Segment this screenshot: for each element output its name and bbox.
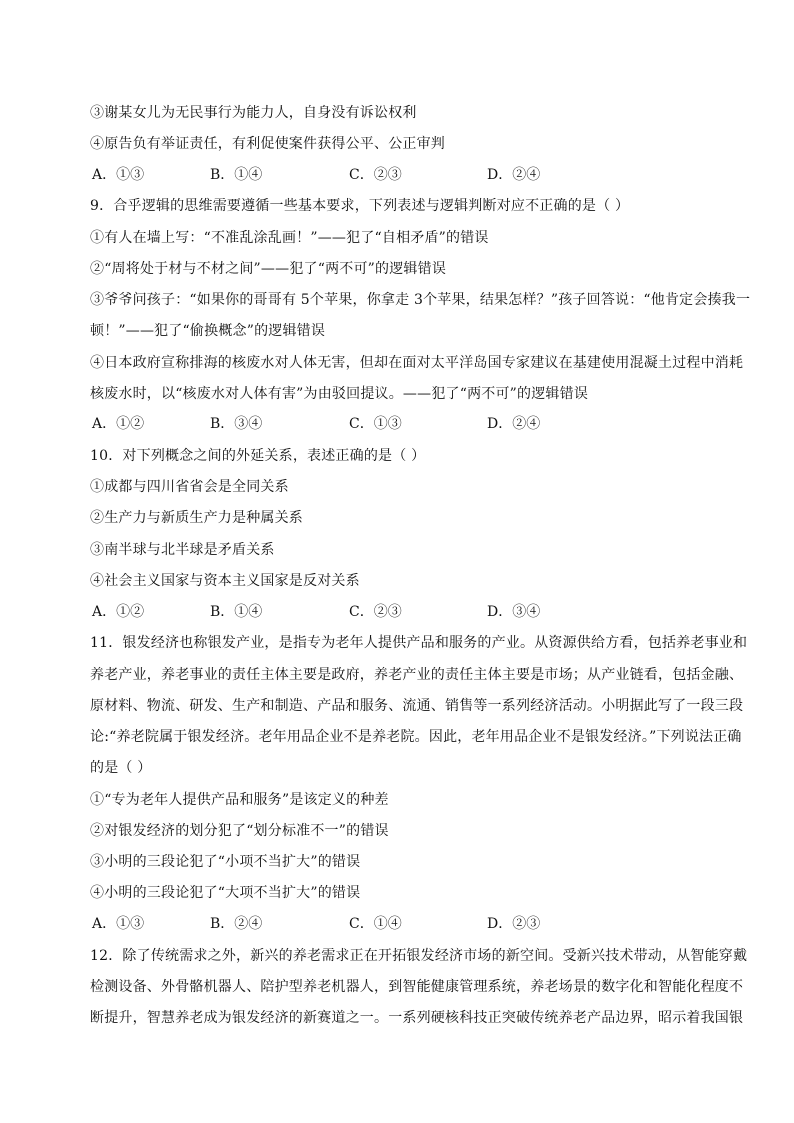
q8-statement-4: ④原告负有举证责任，有利促使案件获得公平、公正审判 xyxy=(90,136,445,152)
q9-statement-3-line-1: ③爷爷问孩子：“如果你的哥哥有 5个苹果，你拿走 3个苹果，结果怎样？”孩子回答说：“他肯定会揍我一 xyxy=(90,292,751,308)
q8-option-d[interactable]: D．②④ xyxy=(487,167,541,183)
q8-statement-3: ③谢某女儿为无民事行为能力人，自身没有诉讼权利 xyxy=(90,105,417,121)
q10-stem: 10．对下列概念之间的外延关系，表述正确的是（ ） xyxy=(90,448,426,464)
q11-option-c[interactable]: C．①④ xyxy=(349,916,402,932)
q11-statement-2: ②对银发经济的划分犯了“划分标准不一”的错误 xyxy=(90,823,389,839)
q9-statement-2: ②“周将处于材与不材之间”——犯了“两不可”的逻辑错误 xyxy=(90,261,447,277)
q10-option-b[interactable]: B．①④ xyxy=(210,604,263,620)
q10-option-a[interactable]: A．①② xyxy=(92,604,145,620)
q9-option-a[interactable]: A．①② xyxy=(92,416,145,432)
q11-stem-line-5: 的是（ ） xyxy=(90,760,152,776)
q11-option-b[interactable]: B．②④ xyxy=(210,916,263,932)
q11-statement-1: ①“专为老年人提供产品和服务”是该定义的种差 xyxy=(90,792,389,808)
q11-stem-line-3: 原材料、物流、研发、生产和制造、产品和服务、流通、销售等一系列经济活动。小明据此写了一段三段 xyxy=(90,698,744,714)
q8-option-a[interactable]: A．①③ xyxy=(92,167,145,183)
q9-statement-1: ①有人在墙上写：“不准乱涂乱画！”——犯了“自相矛盾”的错误 xyxy=(90,230,489,246)
q11-stem-line-1: 11．银发经济也称银发产业，是指专为老年人提供产品和服务的产业。从资源供给方看，包括养老事业和 xyxy=(90,635,748,651)
q8-option-b[interactable]: B．①④ xyxy=(210,167,263,183)
q9-option-c[interactable]: C．①③ xyxy=(349,416,402,432)
q8-option-c[interactable]: C．②③ xyxy=(349,167,402,183)
q12-stem-line-3: 断提升，智慧养老成为银发经济的新赛道之一。一系列硬核科技正突破传统养老产品边界，昭示着我国银 xyxy=(90,1010,744,1026)
q9-statement-4-line-1: ④日本政府宣称排海的核废水对人体无害，但却在面对太平洋岛国专家建议在基建使用混凝土过程中消耗 xyxy=(90,355,744,371)
q11-statement-4: ④小明的三段论犯了“大项不当扩大”的错误 xyxy=(90,885,361,901)
q9-statement-3-line-2: 顿！”——犯了“偷换概念”的逻辑错误 xyxy=(90,323,326,339)
q10-statement-1: ①成都与四川省省会是全同关系 xyxy=(90,479,289,495)
q11-option-d[interactable]: D．②③ xyxy=(487,916,541,932)
q11-stem-line-2: 养老产业，养老事业的责任主体主要是政府，养老产业的责任主体主要是市场；从产业链看，包括金融、 xyxy=(90,667,744,683)
q10-statement-3: ③南半球与北半球是矛盾关系 xyxy=(90,542,275,558)
q11-statement-3: ③小明的三段论犯了“小项不当扩大”的错误 xyxy=(90,854,361,870)
q11-stem-line-4: 论:“养老院属于银发经济。老年用品企业不是养老院。因此，老年用品企业不是银发经济。”下列说法正确 xyxy=(90,729,742,745)
q12-stem-line-1: 12．除了传统需求之外，新兴的养老需求正在开拓银发经济市场的新空间。受新兴技术带动，从智能穿戴 xyxy=(90,948,748,964)
q9-option-d[interactable]: D．②④ xyxy=(487,416,541,432)
q11-option-a[interactable]: A．①③ xyxy=(92,916,145,932)
q12-stem-line-2: 检测设备、外骨骼机器人、陪护型养老机器人，到智能健康管理系统，养老场景的数字化和智能化程度不 xyxy=(90,979,744,995)
q9-stem: 9．合乎逻辑的思维需要遵循一些基本要求，下列表述与逻辑判断对应不正确的是（ ） xyxy=(90,198,630,214)
q9-option-b[interactable]: B．③④ xyxy=(210,416,263,432)
q10-statement-2: ②生产力与新质生产力是种属关系 xyxy=(90,510,303,526)
q9-statement-4-line-2: 核废水时，以“核废水对人体有害”为由驳回提议。——犯了“两不可”的逻辑错误 xyxy=(90,386,589,402)
q10-option-c[interactable]: C．②③ xyxy=(349,604,402,620)
q10-option-d[interactable]: D．③④ xyxy=(487,604,541,620)
q10-statement-4: ④社会主义国家与资本主义国家是反对关系 xyxy=(90,573,360,589)
